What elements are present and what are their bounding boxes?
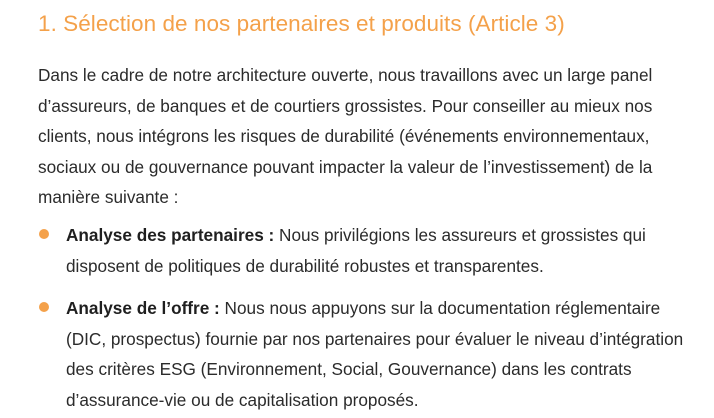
bullet-dot-icon bbox=[39, 302, 49, 312]
bullet-text: Nous privilégions les assureurs et grossistes qui disposent de politiques de durabilité robustes et transparentes. bbox=[66, 225, 646, 276]
bullet-dot-icon bbox=[39, 229, 49, 239]
section-title: 1. Sélection de nos partenaires et produits (Article 3) bbox=[38, 11, 565, 36]
bullet-text: Nous nous appuyons sur la documentation réglementaire (DIC, prospectus) fournie par nos partenaires pour évaluer le niveau d’intégration des critères ESG (Environnement, Social, Gouvernance) dans les contrats d’assurance-vie ou de capitalisation proposés. bbox=[66, 298, 684, 410]
bullet-label: Analyse des partenaires : bbox=[66, 225, 275, 245]
bullet-list bbox=[38, 220, 698, 415]
list-item bbox=[38, 220, 698, 281]
list-item bbox=[38, 293, 698, 415]
intro-paragraph: Dans le cadre de notre architecture ouverte, nous travaillons avec un large panel d’assureurs, de banques et de courtiers grossistes. Pour conseiller au mieux nos clients, nous intégrons les risques de durabilité (événements environnementaux, sociaux ou de gouvernance pouvant impacter la valeur de l’investissement) de la manière suivante : bbox=[38, 65, 653, 207]
bullet-label: Analyse de l’offre : bbox=[66, 298, 220, 318]
